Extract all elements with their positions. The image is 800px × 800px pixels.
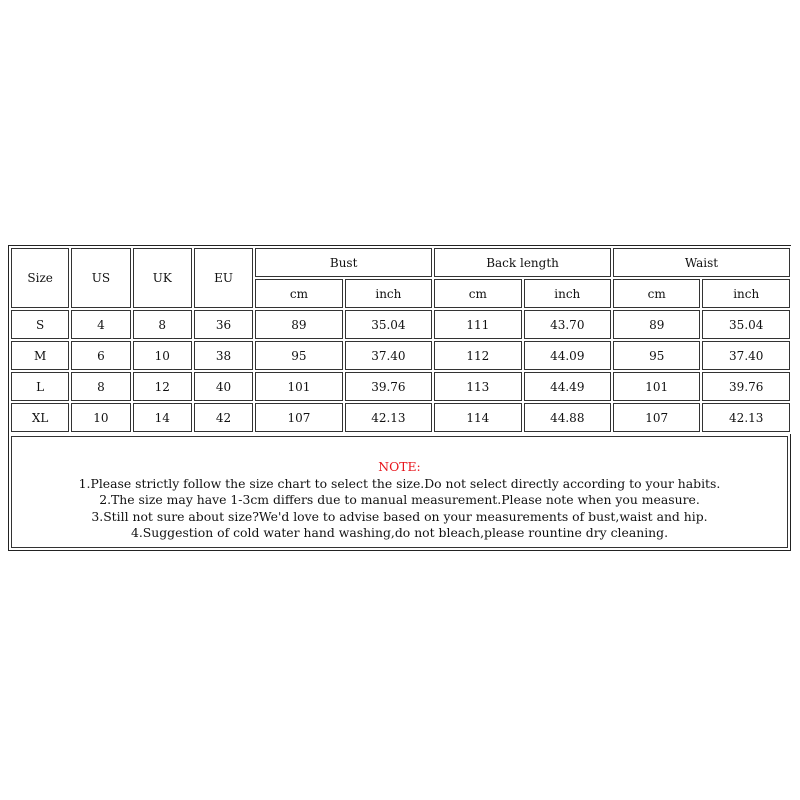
cell-us: 8	[71, 372, 130, 401]
cell-eu: 38	[194, 341, 253, 370]
cell-waist-inch: 42.13	[702, 403, 790, 432]
cell-size: M	[11, 341, 69, 370]
cell-waist-cm: 101	[613, 372, 700, 401]
size-chart-frame	[8, 245, 791, 551]
cell-waist-inch: 39.76	[702, 372, 790, 401]
note-line-4: 4.Suggestion of cold water hand washing,do not bleach,please rountine dry cleaning.	[130, 525, 669, 540]
cell-uk: 12	[133, 372, 192, 401]
note-line-2: 2.The size may have 1-3cm differs due to manual measurement.Please note when you measure.	[99, 492, 700, 507]
cell-back-cm: 111	[434, 310, 521, 339]
cell-waist-cm: 89	[613, 310, 700, 339]
cell-us: 6	[71, 341, 130, 370]
cell-back-inch: 43.70	[524, 310, 611, 339]
cell-size: S	[11, 310, 69, 339]
cell-back-cm: 114	[434, 403, 521, 432]
size-chart	[8, 245, 791, 551]
cell-bust-inch: 39.76	[345, 372, 432, 401]
cell-waist-cm: 107	[613, 403, 700, 432]
table-row	[11, 341, 790, 370]
cell-eu: 42	[194, 403, 253, 432]
cell-back-inch: 44.09	[524, 341, 611, 370]
unit-waist-inch: inch	[702, 279, 790, 308]
table-row	[11, 372, 790, 401]
cell-bust-inch: 37.40	[345, 341, 432, 370]
unit-bust-cm: cm	[255, 279, 342, 308]
cell-eu: 36	[194, 310, 253, 339]
size-table	[9, 246, 792, 434]
cell-waist-inch: 37.40	[702, 341, 790, 370]
cell-bust-inch: 42.13	[345, 403, 432, 432]
cell-size: L	[11, 372, 69, 401]
unit-bust-inch: inch	[345, 279, 432, 308]
header-size: Size	[11, 248, 69, 308]
cell-back-cm: 113	[434, 372, 521, 401]
header-eu: EU	[194, 248, 253, 308]
note-title: NOTE:	[378, 459, 421, 474]
cell-back-cm: 112	[434, 341, 521, 370]
cell-uk: 14	[133, 403, 192, 432]
unit-waist-cm: cm	[613, 279, 700, 308]
cell-uk: 10	[133, 341, 192, 370]
cell-bust-cm: 95	[255, 341, 342, 370]
header-waist: Waist	[613, 248, 790, 277]
table-row	[11, 403, 790, 432]
notes-panel	[11, 436, 788, 548]
cell-bust-cm: 107	[255, 403, 342, 432]
cell-waist-inch: 35.04	[702, 310, 790, 339]
header-bust: Bust	[255, 248, 432, 277]
header-back-length: Back length	[434, 248, 611, 277]
cell-bust-cm: 89	[255, 310, 342, 339]
header-row-primary	[11, 248, 790, 277]
table-row	[11, 310, 790, 339]
cell-us: 4	[71, 310, 130, 339]
cell-waist-cm: 95	[613, 341, 700, 370]
note-line-3: 3.Still not sure about size?We'd love to advise based on your measurements of bust,waist and hip.	[91, 508, 708, 524]
header-uk: UK	[133, 248, 192, 308]
cell-bust-cm: 101	[255, 372, 342, 401]
cell-size: XL	[11, 403, 69, 432]
cell-eu: 40	[194, 372, 253, 401]
cell-back-inch: 44.88	[524, 403, 611, 432]
unit-back-inch: inch	[524, 279, 611, 308]
note-line-1: 1.Please strictly follow the size chart to select the size.Do not select directly according to your habits.	[78, 475, 721, 491]
cell-us: 10	[71, 403, 130, 432]
cell-uk: 8	[133, 310, 192, 339]
header-us: US	[71, 248, 130, 308]
unit-back-cm: cm	[434, 279, 521, 308]
cell-bust-inch: 35.04	[345, 310, 432, 339]
cell-back-inch: 44.49	[524, 372, 611, 401]
